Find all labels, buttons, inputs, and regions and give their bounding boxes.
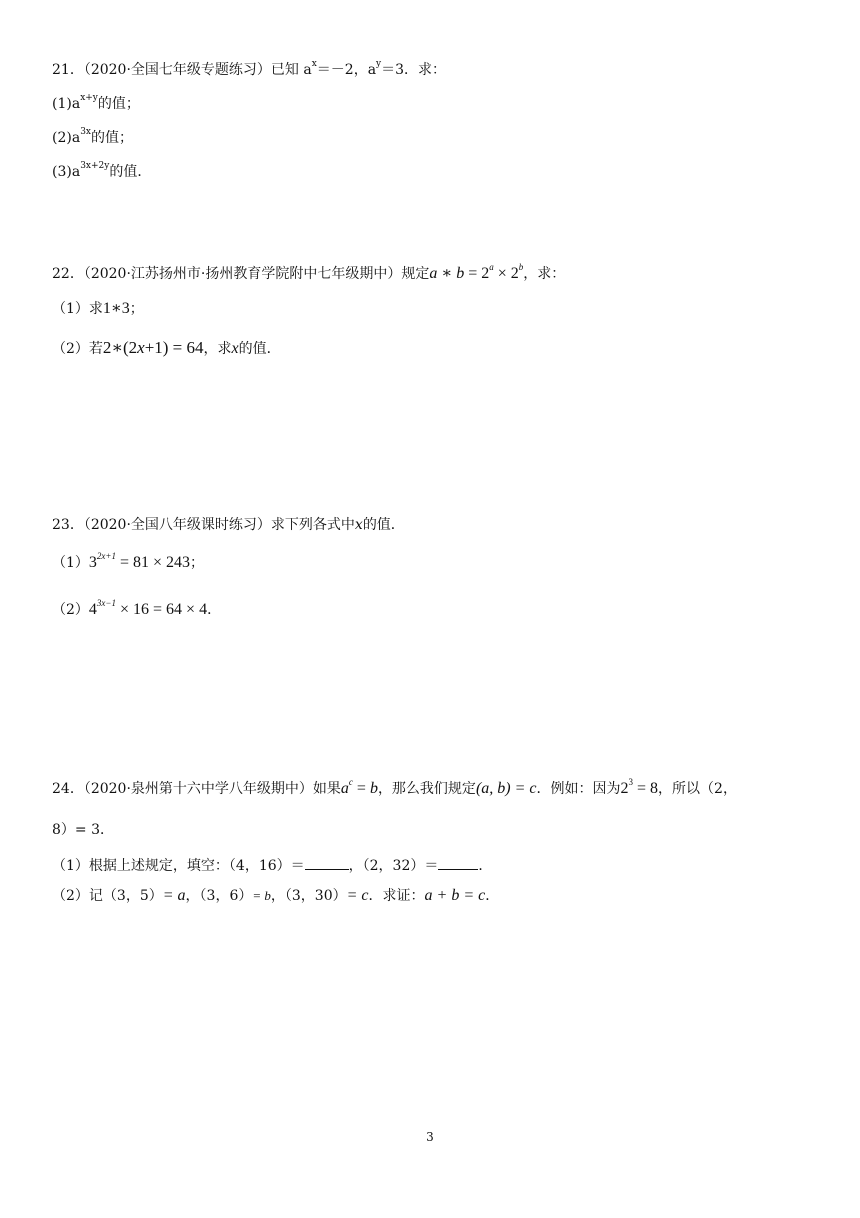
q22-p1-end: ； xyxy=(129,301,144,317)
q24-def-a: a xyxy=(340,780,349,797)
q21-header-text: 21．（2020·全国七年级专题练习）已知 a xyxy=(52,62,312,78)
q22-part2 xyxy=(52,338,281,359)
q24-p2-text1: （2）记（3，5） xyxy=(52,888,163,904)
q21-sup-y: y xyxy=(376,59,382,70)
q22-p2-mid: ，求 xyxy=(203,341,232,357)
q24-def-b: b xyxy=(369,780,378,797)
q22-p2-expr-post: +1) = 64 xyxy=(144,338,204,357)
q24-line2 xyxy=(52,820,114,840)
q24-answer-blank-2[interactable] xyxy=(438,855,478,870)
q21-sup-x: x xyxy=(311,59,317,70)
q24-line2-text: 8）= 3． xyxy=(52,822,114,838)
q21-p1-sup: x+y xyxy=(80,93,98,104)
q23-p1-base: 3 xyxy=(88,554,97,571)
q22-p2-x: x xyxy=(137,338,145,357)
q24-p2-text4: ．求证： xyxy=(368,888,425,904)
q21-part2 xyxy=(52,128,133,148)
q23-part1 xyxy=(52,550,205,573)
q22-p2-end: 的值． xyxy=(238,341,281,357)
q24-p2-text2: ，（3，6） xyxy=(185,888,253,904)
q23-p1-sup: 2x+1 xyxy=(96,550,116,561)
q23-p2-rest: × 16 = 64 × 4 xyxy=(116,601,208,618)
q24-answer-blank-1[interactable] xyxy=(305,855,349,870)
q24-header-end: ，所以（2， xyxy=(658,781,737,797)
q23-p1-rest: = 81 × 243 xyxy=(116,554,191,571)
page-number: 3 xyxy=(426,1130,434,1144)
q22-rule-b: b xyxy=(456,265,465,282)
q23-p1-expr xyxy=(88,550,191,571)
q21-p3-sup: 3x+2y xyxy=(80,161,110,172)
q21-p1-pre: (1)a xyxy=(52,96,81,112)
q24-pair-expr: (a, b) = c xyxy=(475,780,537,797)
q22-rule-times: × 2 xyxy=(493,265,519,282)
q23-p2-end: ． xyxy=(207,602,222,618)
q24-part2 xyxy=(52,886,499,906)
q24-p2-end: ． xyxy=(485,888,500,904)
q24-p2-proof: a + b = c xyxy=(424,887,486,904)
q22-rule-supb: b xyxy=(518,261,524,272)
q23-header xyxy=(52,515,405,535)
q24-p2-eq-a: = a xyxy=(162,887,186,904)
q21-eq2: ＝3．求： xyxy=(381,62,447,78)
q21-p2-sup: 3x xyxy=(80,127,91,138)
q21-part1 xyxy=(52,94,140,114)
q23-p2-expr xyxy=(88,597,208,618)
q23-header-var: x xyxy=(354,517,363,533)
q24-header-mid: ，那么我们规定 xyxy=(377,781,476,797)
q21-header xyxy=(52,60,446,80)
q24-p2-text3: ，（3，30） xyxy=(270,888,347,904)
q24-p1-text: （1）根据上述规定，填空：（4，16）＝ xyxy=(52,858,305,874)
q22-p2-expr-pre: 2∗(2 xyxy=(102,338,138,357)
q22-p2-expr xyxy=(103,338,204,357)
q22-header xyxy=(52,261,566,284)
q24-part1 xyxy=(52,855,492,876)
q22-part1 xyxy=(52,299,144,319)
q22-rule-supa: a xyxy=(489,261,494,272)
q21-p3-pre: (3)a xyxy=(52,164,81,180)
q22-p2-var: x xyxy=(231,340,239,357)
q23-header-pre: 23．（2020·全国八年级课时练习）求下列各式中 xyxy=(52,517,355,533)
q24-def-eq: = xyxy=(352,780,370,797)
q21-p2-pre: (2)a xyxy=(52,130,81,146)
q21-eq1: ＝－2，a xyxy=(316,62,377,78)
q24-p2-eq-b: = b xyxy=(252,888,271,903)
q22-rule-eq: = 2 xyxy=(464,265,490,282)
q24-p2-eq-c: = c xyxy=(346,887,369,904)
q24-header xyxy=(52,776,737,799)
q24-ex-rest: = 8 xyxy=(633,780,659,797)
q22-header-text: 22．（2020·江苏扬州市·扬州教育学院附中七年级期中）规定 xyxy=(52,266,430,282)
q24-p1-mid: ，（2，32）＝ xyxy=(348,858,439,874)
q21-p3-post: 的值． xyxy=(109,164,152,180)
q24-p1-end: ． xyxy=(478,858,493,874)
q24-def xyxy=(340,776,378,797)
q24-example xyxy=(620,776,659,797)
q24-def-supc: c xyxy=(348,776,353,787)
q24-ex-sup: 3 xyxy=(628,776,633,787)
q23-p1-end: ； xyxy=(190,555,205,571)
q21-p1-post: 的值； xyxy=(97,96,140,112)
q24-header-pre: 24．（2020·泉州第十六中学八年级期中）如果 xyxy=(52,781,341,797)
q22-rule xyxy=(429,261,524,282)
q22-rule-end: ，求： xyxy=(523,266,566,282)
q21-part3 xyxy=(52,162,151,182)
q23-p2-sup: 3x−1 xyxy=(96,597,116,608)
q23-p1-label: （1） xyxy=(52,555,89,571)
q22-rule-star: ∗ xyxy=(437,265,457,282)
q23-part2 xyxy=(52,597,222,620)
q22-p1-expr: 1∗3 xyxy=(102,300,130,317)
q24-header-mid2: ．例如：因为 xyxy=(536,781,621,797)
q21-p2-post: 的值； xyxy=(91,130,133,146)
q23-header-post: 的值． xyxy=(362,517,405,533)
q24-ex-base: 2 xyxy=(620,780,629,797)
q23-p2-label: （2） xyxy=(52,602,89,618)
q22-rule-a: a xyxy=(429,265,438,282)
q23-p2-base: 4 xyxy=(88,601,97,618)
q22-p2-label: （2）若 xyxy=(52,341,103,357)
q22-p1-label: （1）求 xyxy=(52,301,103,317)
